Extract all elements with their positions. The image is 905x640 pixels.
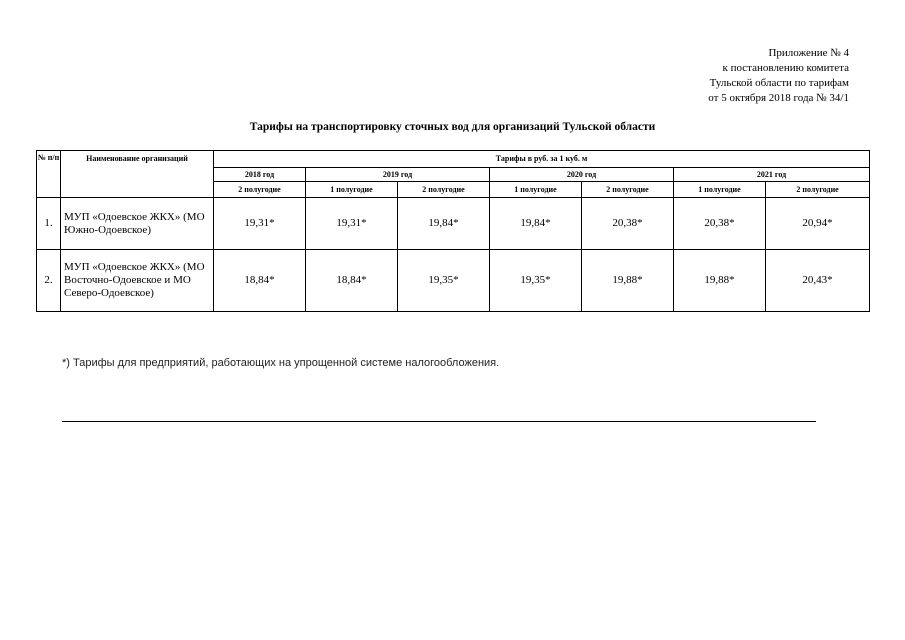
half-header: 1 полугодие xyxy=(674,182,766,198)
table-row xyxy=(37,198,870,250)
annex-block xyxy=(708,46,849,106)
year-header-2020: 2020 год xyxy=(490,168,674,182)
half-header: 2 полугодие xyxy=(766,182,870,198)
tariff-value: 20,38* xyxy=(582,198,674,250)
tariff-value: 18,84* xyxy=(214,250,306,312)
year-header-2019: 2019 год xyxy=(306,168,490,182)
num-header: № п/п xyxy=(37,151,61,198)
tariff-value: 20,43* xyxy=(766,250,870,312)
annex-line: от 5 октября 2018 года № 34/1 xyxy=(708,92,849,104)
tariff-table xyxy=(36,150,870,312)
half-header: 1 полугодие xyxy=(306,182,398,198)
tariff-value: 19,88* xyxy=(582,250,674,312)
tariff-value: 19,31* xyxy=(306,198,398,250)
tariff-value: 19,31* xyxy=(214,198,306,250)
footnote: *) Тарифы для предприятий, работающих на упрощенной системе налогообложения. xyxy=(62,357,500,369)
half-header: 2 полугодие xyxy=(214,182,306,198)
name-header: Наименование организаций xyxy=(61,151,214,198)
tariff-value: 18,84* xyxy=(306,250,398,312)
annex-line: Тульской области по тарифам xyxy=(709,77,849,89)
divider-line xyxy=(62,421,816,422)
org-name: МУП «Одоевское ЖКХ» (МО Южно-Одоевское) xyxy=(61,198,214,250)
annex-line: Приложение № 4 xyxy=(768,47,849,59)
tariff-value: 19,84* xyxy=(398,198,490,250)
tariff-value: 19,35* xyxy=(398,250,490,312)
row-index: 1. xyxy=(37,198,61,250)
row-index: 2. xyxy=(37,250,61,312)
tariff-value: 19,88* xyxy=(674,250,766,312)
half-header: 1 полугодие xyxy=(490,182,582,198)
tariff-value: 20,38* xyxy=(674,198,766,250)
tariff-value: 20,94* xyxy=(766,198,870,250)
document-title: Тарифы на транспортировку сточных вод для организаций Тульской области xyxy=(249,121,656,133)
tariff-header: Тарифы в руб. за 1 куб. м xyxy=(214,151,870,168)
half-header: 2 полугодие xyxy=(398,182,490,198)
tariff-value: 19,84* xyxy=(490,198,582,250)
org-name: МУП «Одоевское ЖКХ» (МО Восточно-Одоевское и МО Северо-Одоевское) xyxy=(61,250,214,312)
tariff-value: 19,35* xyxy=(490,250,582,312)
table-row xyxy=(37,250,870,312)
annex-line: к постановлению комитета xyxy=(722,62,849,74)
year-header-2018: 2018 год xyxy=(214,168,306,182)
half-header: 2 полугодие xyxy=(582,182,674,198)
year-header-2021: 2021 год xyxy=(674,168,870,182)
